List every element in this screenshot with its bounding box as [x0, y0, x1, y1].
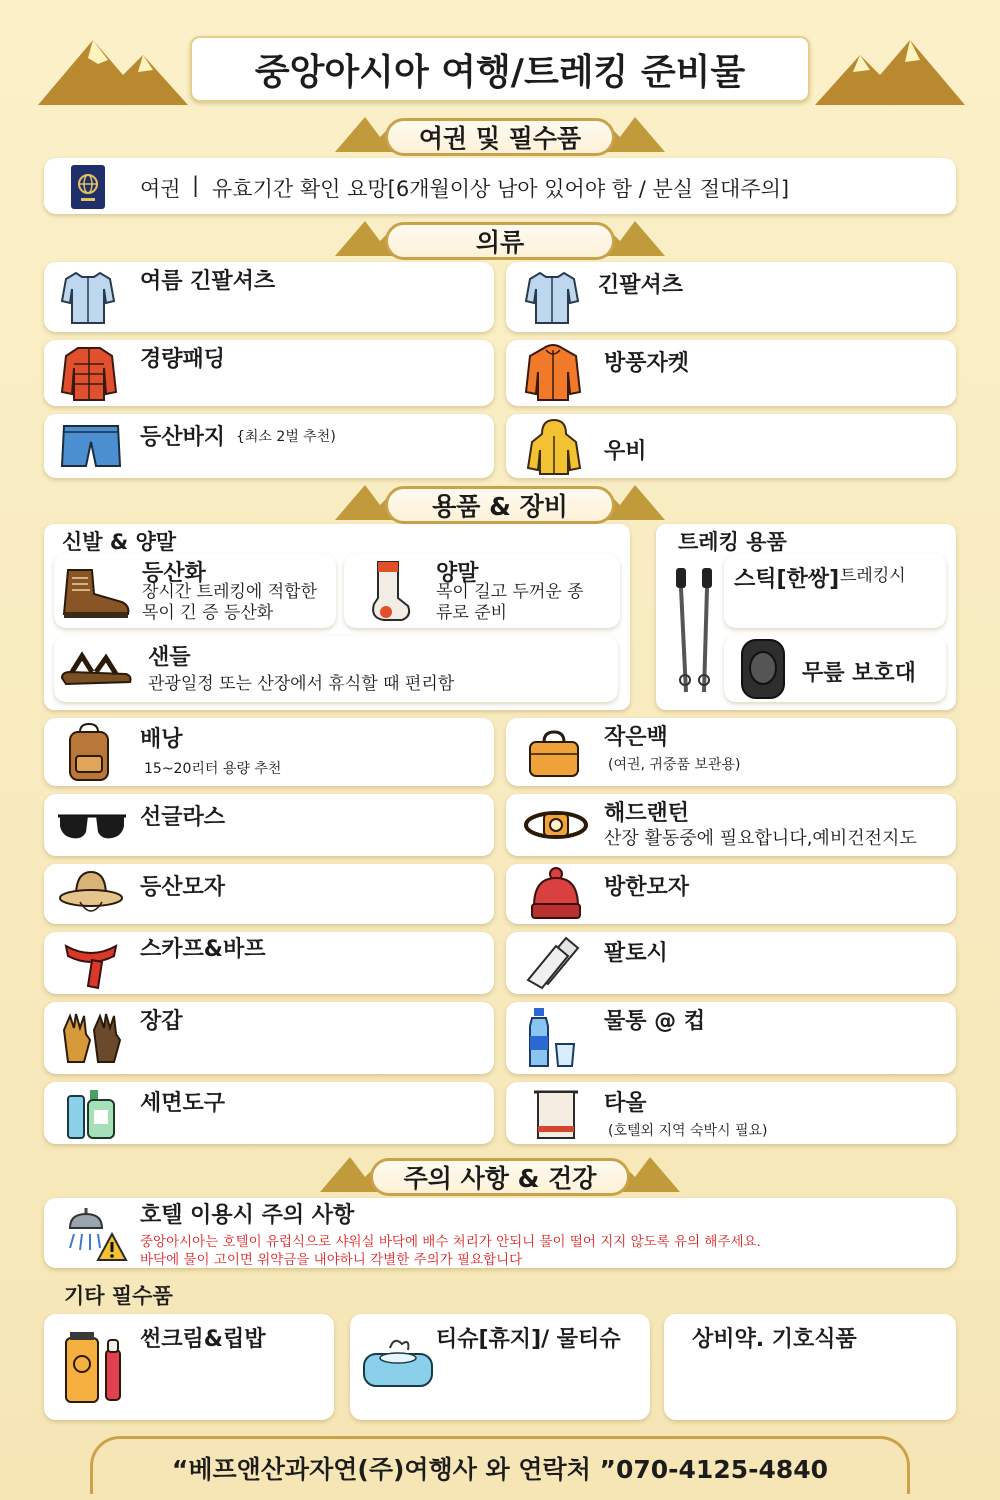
shower-warning-icon — [62, 1204, 128, 1264]
toiletries-icon — [64, 1086, 118, 1142]
item-sub: {최소 2벌 추천) — [236, 429, 336, 445]
shirt-icon — [522, 267, 582, 327]
sandals-icon — [58, 648, 134, 688]
item-title: 경량패딩 — [140, 347, 226, 372]
shoes-heading: 신발 & 양말 — [62, 530, 177, 554]
stick-desc: 트레킹시 — [840, 566, 906, 586]
knee-pad-icon — [738, 638, 788, 700]
item-title: 등산모자 — [140, 875, 226, 900]
item-title: 방풍자켓 — [604, 351, 690, 376]
etc-item — [664, 1314, 956, 1420]
item-title: 타올 — [604, 1091, 647, 1116]
gloves-icon — [58, 1010, 124, 1066]
etc-title: 상비약. 기호식품 — [692, 1327, 857, 1352]
clothing-item — [44, 340, 494, 406]
sandals-desc: 관광일정 또는 산장에서 휴식할 때 편리함 — [148, 674, 455, 694]
mountain-right-icon — [815, 30, 965, 105]
etc-title: 썬크림&립밥 — [140, 1327, 266, 1352]
clothing-item — [506, 262, 956, 332]
item-sub: 산장 활동중에 필요합니다,예비건전지도 — [604, 828, 917, 849]
item-title: 팔토시 — [604, 941, 668, 966]
clothing-item — [506, 340, 956, 406]
item-title: 방한모자 — [604, 875, 690, 900]
hotel-line1: 중앙아시아는 호텔이 유럽식으로 샤워실 바닥에 배수 처리가 안되니 물이 떨어 지지 않도록 유의 해주세요. — [140, 1234, 761, 1250]
title-banner — [190, 36, 810, 102]
passport-note: 유효기간 확인 요망[6개월이상 남아 있어야 함 / 분실 절대주의] — [212, 177, 790, 201]
item-title: 우비 — [604, 439, 647, 464]
beanie-icon — [528, 866, 584, 922]
tissue-icon — [358, 1334, 438, 1390]
gear-item — [44, 864, 494, 924]
backpack-icon — [64, 722, 114, 782]
gear-item — [506, 932, 956, 994]
shirt-icon — [58, 267, 118, 327]
etc-item — [350, 1314, 650, 1420]
arm-sleeve-icon — [526, 936, 586, 992]
passport-label: 여권 — [140, 177, 181, 201]
raincoat-icon — [526, 418, 582, 476]
trek-heading: 트레킹 용품 — [678, 530, 787, 554]
gear-item — [44, 718, 494, 786]
gear-item — [44, 1082, 494, 1144]
hiking-hat-icon — [58, 868, 124, 920]
passport-separator: | — [192, 173, 200, 197]
shoes-group — [44, 524, 630, 710]
item-title: 세면도구 — [140, 1091, 226, 1116]
clothing-item — [44, 262, 494, 332]
item-title: 장갑 — [140, 1009, 183, 1034]
hotel-title: 호텔 이용시 주의 사항 — [140, 1203, 355, 1228]
item-title: 긴팔셔츠 — [598, 273, 684, 298]
etc-item — [44, 1314, 334, 1420]
gear-item — [44, 1002, 494, 1074]
section-caution: 주의 사항 & 건강 — [370, 1158, 630, 1196]
item-title: 선글라스 — [140, 805, 226, 830]
headlamp-icon — [524, 806, 588, 844]
hotel-card — [44, 1198, 956, 1268]
boots-icon — [58, 566, 132, 620]
boots-card — [54, 554, 336, 628]
sunscreen-icon — [60, 1330, 126, 1406]
stick-title: 스틱[한쌍] — [734, 567, 840, 592]
etc-heading: 기타 필수품 — [64, 1284, 173, 1308]
item-title: 물통 @ 컵 — [604, 1009, 706, 1034]
item-sub: 15~20리터 용량 추천 — [144, 761, 282, 777]
gear-item — [44, 794, 494, 856]
scarf-icon — [62, 936, 120, 992]
socks-card — [344, 554, 620, 628]
item-title: 여름 긴팔셔츠 — [140, 269, 276, 294]
footer-contact: “베프앤산과자연(주)여행사 와 연락처 ”070-4125-4840 — [171, 1455, 829, 1484]
gear-item — [506, 1002, 956, 1074]
windbreaker-icon — [522, 342, 584, 404]
item-title: 배낭 — [140, 727, 183, 752]
item-sub: (호텔외 지역 숙박시 필요) — [608, 1123, 768, 1139]
padding-jacket-icon — [58, 342, 120, 404]
trek-group — [656, 524, 956, 710]
clothing-item — [506, 414, 956, 478]
page-title: 중앙아시아 여행/트레킹 준비물 — [254, 51, 746, 93]
item-sub: (여권, 귀중품 보관용) — [608, 757, 741, 773]
stick-card — [724, 554, 946, 628]
section-clothing: 의류 — [385, 222, 615, 260]
passport-card — [44, 158, 956, 214]
gear-item — [506, 794, 956, 856]
trekking-poles-icon — [668, 564, 722, 704]
shorts-icon — [60, 422, 122, 470]
gear-item — [506, 718, 956, 786]
item-title: 스카프&바프 — [140, 937, 266, 962]
sandals-title: 샌들 — [148, 645, 191, 670]
gear-item — [506, 864, 956, 924]
section-passport: 여권 및 필수품 — [385, 118, 615, 156]
mountain-left-icon — [38, 30, 188, 105]
hotel-line2: 바닥에 물이 고이면 위약금을 내야하니 각별한 주의가 필요합니다 — [140, 1252, 523, 1268]
knee-title: 무릎 보호대 — [802, 661, 916, 686]
socks-title: 양말 — [436, 561, 479, 586]
clothing-item — [44, 414, 494, 478]
sandals-card — [54, 636, 618, 702]
item-title: 해드랜턴 — [604, 801, 690, 826]
passport-icon — [70, 164, 106, 210]
section-gear: 용품 & 장비 — [385, 486, 615, 524]
socks-icon — [364, 560, 414, 624]
boots-desc: 장시간 트레킹에 적합한 목이 긴 증 등산화 — [142, 582, 318, 623]
gear-item — [44, 932, 494, 994]
boots-title: 등산화 — [142, 561, 206, 586]
gear-item — [506, 1082, 956, 1144]
towel-icon — [532, 1086, 580, 1142]
socks-desc: 목이 길고 두꺼운 종류로 준비 — [436, 582, 584, 623]
small-bag-icon — [526, 728, 582, 778]
water-bottle-icon — [526, 1006, 578, 1070]
item-title: 작은백 — [604, 725, 668, 750]
etc-title: 티슈[휴지]/ 물티슈 — [436, 1327, 621, 1352]
sunglasses-icon — [56, 810, 128, 842]
knee-card — [724, 636, 946, 702]
item-title: 등산바지 — [140, 425, 226, 450]
